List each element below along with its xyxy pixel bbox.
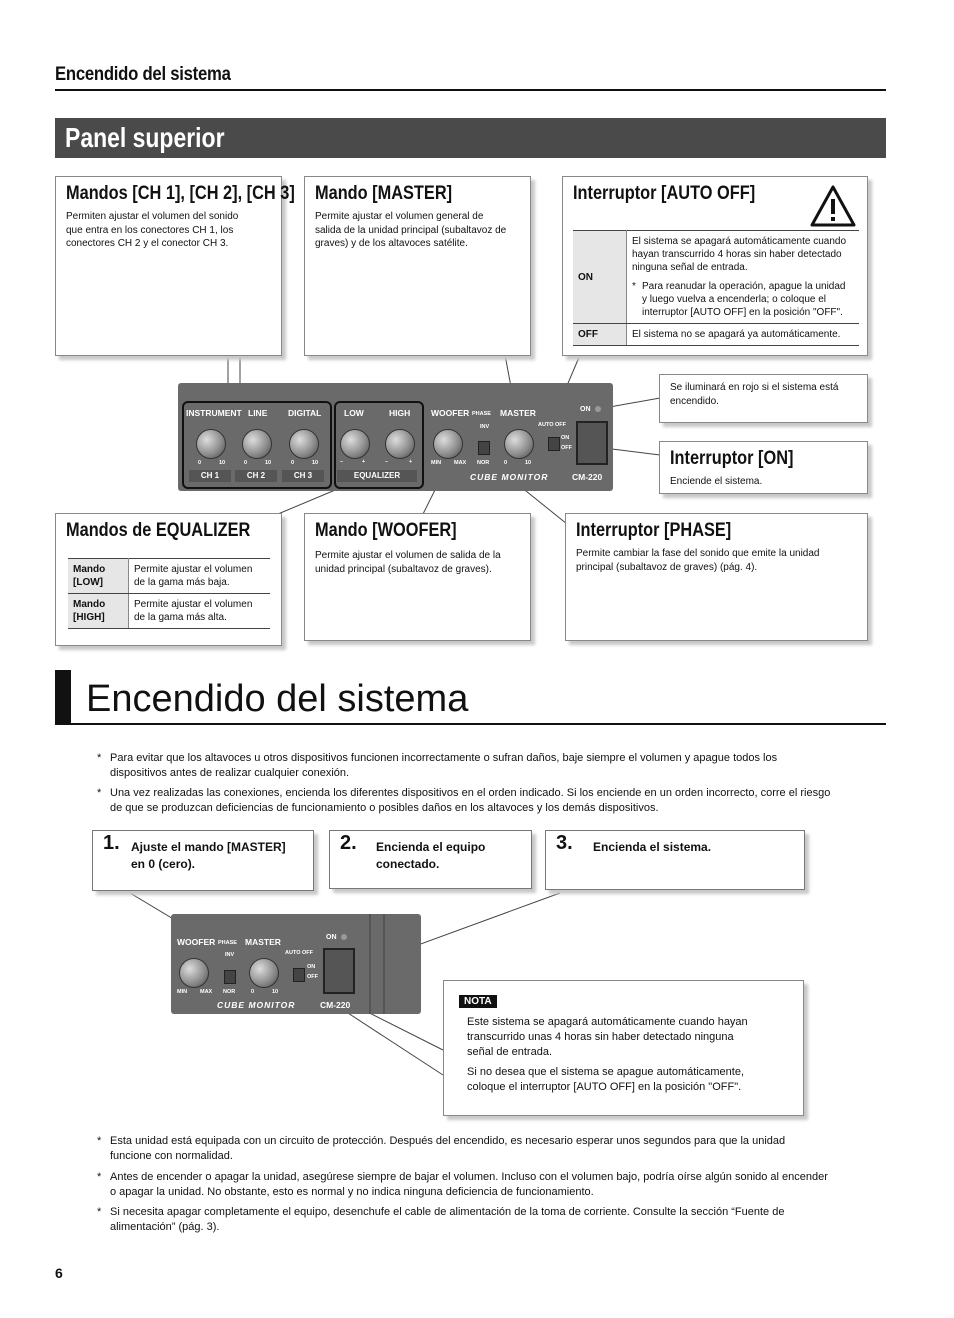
ch2-max: 10 — [265, 460, 272, 466]
step-3-number: 3. — [556, 832, 573, 854]
high-plus: + — [409, 459, 413, 465]
bottom-woofer-min: MIN — [177, 989, 188, 995]
bottom-label-on: ON — [326, 934, 337, 941]
bottom-model-label: CM-220 — [320, 1000, 351, 1010]
eq-row-high — [68, 594, 270, 629]
ch-knobs-title: Mandos [CH 1], [CH 2], [CH 3] — [66, 183, 295, 204]
bottom-master-max: 10 — [272, 989, 279, 995]
note-top-1: * Para evitar que los altavoces u otros dispositivos funcionen incorrectamente o sufran daños, baje siempre el volumen y apague todos los dispositivos antes de realizar cualquier conexión. — [97, 752, 778, 779]
auto-off-row-off — [573, 324, 859, 346]
label-master: MASTER — [500, 408, 536, 418]
section-title: Encendido del sistema — [86, 678, 469, 720]
eq-low-description: Permite ajustar el volumen de la gama más baja. — [129, 559, 271, 594]
brand-logo: CUBE MONITOR — [470, 472, 549, 482]
panel-divider-2 — [383, 914, 385, 1014]
label-auto-off-pos: OFF — [561, 445, 572, 451]
master-min: 0 — [504, 460, 508, 466]
label-instrument: INSTRUMENT — [186, 408, 242, 418]
step-2 — [329, 830, 532, 889]
bottom-brand-logo: CUBE MONITOR — [217, 1000, 296, 1010]
nota-box — [443, 980, 804, 1116]
bottom-master-min: 0 — [251, 989, 255, 995]
model-label: CM-220 — [572, 472, 603, 482]
woofer-knob[interactable] — [433, 429, 463, 459]
low-plus: + — [362, 459, 366, 465]
phase-callout — [565, 513, 868, 641]
section-rule — [55, 723, 886, 725]
auto-off-on-description: El sistema se apagará automáticamente cuando hayan transcurrido 4 horas sin haber detectado ninguna señal de entrada. * Para reanudar la operación, apague la unidad y luego vuelva a encenderla; o coloque el interruptor [AUTO OFF] en la posición "OFF". — [627, 231, 860, 324]
label-phase: PHASE — [472, 411, 491, 417]
label-inv: INV — [480, 424, 490, 430]
auto-off-callout — [562, 176, 868, 356]
label-auto-off: AUTO OFF — [538, 422, 567, 428]
equalizer-title: Mandos de EQUALIZER — [66, 520, 251, 541]
panel-divider — [369, 914, 371, 1014]
bottom-led-indicator — [341, 934, 347, 940]
bottom-label-master: MASTER — [245, 937, 281, 947]
eq-key-high: Mando [HIGH] — [68, 594, 129, 629]
phase-nor: NOR — [477, 460, 490, 466]
on-switch-title: Interruptor [ON] — [670, 448, 794, 469]
bottom-label-phase: PHASE — [218, 940, 237, 946]
page-number: 6 — [55, 1265, 63, 1281]
woofer-min: MIN — [431, 460, 442, 466]
note-bottom-3: * Si necesita apagar completamente el equipo, desenchufe el cable de alimentación de la toma de corriente. Consulte la sección “Fuente de alimentación” (pág. 3). — [97, 1206, 785, 1233]
ch1-label: CH 1 — [189, 470, 231, 482]
led-description: Se iluminará en rojo si el sistema está encendido. — [670, 382, 839, 407]
note-top-2: * Una vez realizadas las conexiones, encienda los diferentes dispositivos en el orden indicado. Si los enciende en un orden incorrecto, corre el riesgo de que se produzcan deficiencias de funcionamiento o posibles daños en los altavoces y los demás dispositivos. — [97, 787, 831, 814]
auto-off-title: Interruptor [AUTO OFF] — [573, 183, 756, 204]
ch3-max: 10 — [312, 460, 319, 466]
bottom-label-auto-on: ON — [307, 964, 316, 970]
on-switch-callout — [659, 441, 868, 494]
woofer-callout — [304, 513, 531, 641]
auto-off-off-description: El sistema no se apagará ya automáticamente. — [627, 324, 860, 346]
master-knob-callout — [304, 176, 531, 356]
note-bottom-2: * Antes de encender o apagar la unidad, asegúrese siempre de bajar el volumen. Incluso con el volumen bajo, podría oírse algún sonido al encender o apagar la unidad. No obstante, esto es normal y no indica ninguna deficiencia de funcionamiento. — [97, 1171, 828, 1198]
auto-off-on-note: * Para reanudar la operación, apague la unidad y luego vuelva a encenderla; o coloque el interruptor [AUTO OFF] en la posición "OFF". — [632, 281, 846, 318]
step-3 — [545, 830, 805, 890]
eq-row-low — [68, 559, 270, 594]
step-3-text: Encienda el sistema. — [593, 840, 712, 854]
step-1-number: 1. — [103, 832, 120, 854]
bottom-woofer-max: MAX — [200, 989, 213, 995]
equalizer-label: EQUALIZER — [337, 470, 417, 482]
woofer-max: MAX — [454, 460, 467, 466]
auto-off-switch[interactable] — [548, 437, 560, 451]
bottom-phase-nor: NOR — [223, 989, 236, 995]
label-on: ON — [580, 406, 591, 413]
nota-tag: NOTA — [459, 995, 497, 1008]
step-1-text: Ajuste el mando [MASTER] en 0 (cero). — [131, 840, 286, 871]
bottom-woofer-knob[interactable] — [179, 958, 209, 988]
ch2-label: CH 2 — [235, 470, 277, 482]
header-title: Encendido del sistema — [55, 64, 231, 85]
ch2-min: 0 — [244, 460, 248, 466]
master-knob-description: Permite ajustar el volumen general de salida de la unidad principal (subaltavoz de graves) y de los altavoces satélite. — [315, 211, 507, 249]
on-switch[interactable] — [576, 421, 608, 465]
ch-highlight — [182, 401, 332, 489]
bottom-phase-switch[interactable] — [224, 970, 236, 984]
bottom-master-knob[interactable] — [249, 958, 279, 988]
device-top-panel — [178, 383, 613, 491]
auto-off-key-on: ON — [573, 231, 627, 324]
label-low: LOW — [344, 408, 364, 418]
woofer-title: Mando [WOOFER] — [315, 520, 457, 541]
step-2-text: Encienda el equipo conectado. — [376, 840, 486, 871]
ch1-min: 0 — [198, 460, 202, 466]
equalizer-callout — [55, 513, 282, 646]
bottom-label-auto-off: AUTO OFF — [285, 950, 314, 956]
ch3-min: 0 — [291, 460, 295, 466]
led-callout — [659, 374, 868, 423]
auto-off-row-on — [573, 231, 859, 324]
master-knob-title: Mando [MASTER] — [315, 183, 453, 204]
section-marker — [55, 670, 71, 724]
phase-switch[interactable] — [478, 441, 490, 455]
ch3-label: CH 3 — [282, 470, 324, 482]
low-minus: – — [340, 459, 344, 465]
eq-highlight — [334, 401, 424, 489]
master-knob[interactable] — [504, 429, 534, 459]
auto-off-key-off: OFF — [573, 324, 627, 346]
master-max: 10 — [525, 460, 532, 466]
device-bottom-panel — [171, 914, 421, 1014]
nota-text: Este sistema se apagará automáticamente cuando hayan transcurrido unas 4 horas sin haber detectado ninguna señal de entrada. Si no desea que el sistema se apague automáticamente, coloque el interruptor [AUTO OFF] en la posición "OFF". — [467, 1016, 748, 1093]
equalizer-table — [68, 558, 270, 629]
panel-title: Panel superior — [65, 122, 225, 153]
eq-high-description: Permite ajustar el volumen de la gama más alta. — [129, 594, 271, 629]
led-indicator — [595, 406, 601, 412]
label-digital: DIGITAL — [288, 408, 322, 418]
high-minus: – — [385, 459, 389, 465]
label-auto-on: ON — [561, 435, 570, 441]
bottom-label-inv: INV — [225, 952, 235, 958]
bottom-on-switch[interactable] — [323, 948, 355, 994]
phase-title: Interruptor [PHASE] — [576, 520, 732, 541]
bottom-label-woofer: WOOFER — [177, 937, 216, 947]
phase-description: Permite cambiar la fase del sonido que emite la unidad principal (subaltavoz de graves) (pág. 4). — [576, 548, 820, 573]
woofer-description: Permite ajustar el volumen de salida de la unidad principal (subaltavoz de graves). — [315, 550, 501, 575]
ch1-max: 10 — [219, 460, 226, 466]
step-2-number: 2. — [340, 832, 357, 854]
ch-knobs-description: Permiten ajustar el volumen del sonido que entra en los conectores CH 1, los conectores CH 2 y el conector CH 3. — [66, 211, 239, 249]
step-1 — [92, 830, 314, 891]
label-woofer: WOOFER — [431, 408, 470, 418]
eq-key-low: Mando [LOW] — [68, 559, 129, 594]
label-line: LINE — [248, 408, 268, 418]
bottom-auto-off-switch[interactable] — [293, 968, 305, 982]
warning-icon — [809, 184, 857, 228]
note-bottom-1: * Esta unidad está equipada con un circuito de protección. Después del encendido, es necesario esperar unos segundos para que la unidad funcione con normalidad. — [97, 1135, 786, 1162]
bottom-label-auto-off-pos: OFF — [307, 974, 318, 980]
on-switch-description: Enciende el sistema. — [670, 476, 763, 487]
label-high: HIGH — [389, 408, 411, 418]
ch-knobs-callout — [55, 176, 295, 356]
auto-off-table — [573, 230, 859, 346]
